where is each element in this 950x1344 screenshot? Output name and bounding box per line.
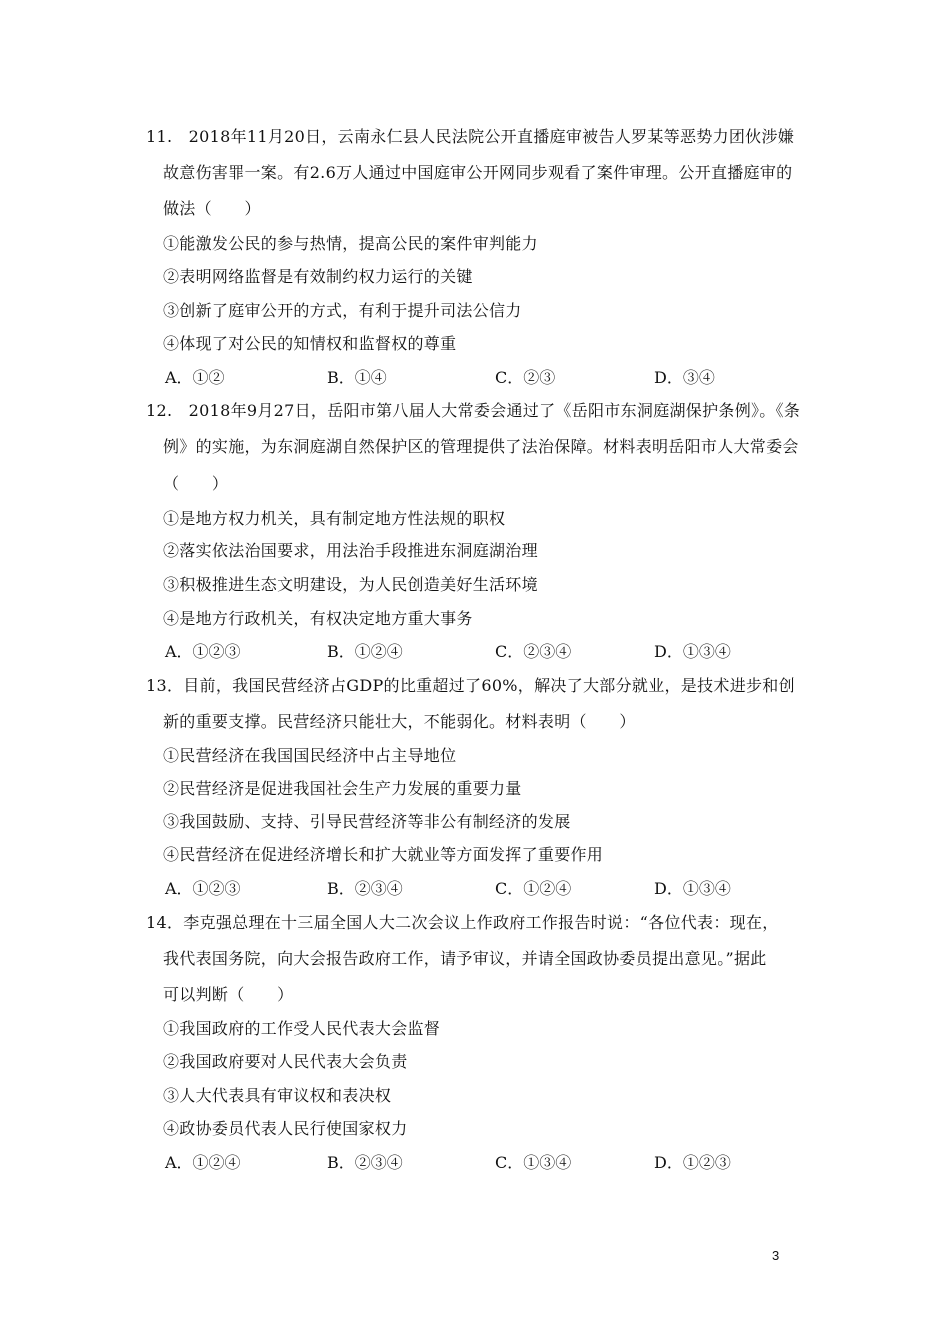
- page-number: 3: [772, 1248, 780, 1263]
- option-b: B．②③④: [327, 879, 403, 898]
- statement: ②民营经济是促进我国社会生产力发展的重要力量: [163, 779, 522, 798]
- question-text-line: 故意伤害罪一案。有2.6万人通过中国庭审公开网同步观看了案件审理。公开直播庭审的: [163, 163, 793, 182]
- option-c: C．②③: [495, 368, 556, 387]
- statement: ②我国政府要对人民代表大会负责: [163, 1052, 408, 1071]
- question-text-line: 新的重要支撑。民营经济只能壮大，不能弱化。材料表明（ ）: [163, 712, 636, 731]
- statement: ③创新了庭审公开的方式，有利于提升司法公信力: [163, 301, 522, 320]
- statement: ④民营经济在促进经济增长和扩大就业等方面发挥了重要作用: [163, 845, 604, 864]
- question-text-line: （ ）: [163, 474, 229, 493]
- question-text-line: 例》的实施，为东洞庭湖自然保护区的管理提供了法治保障。材料表明岳阳市人大常委会: [163, 437, 799, 456]
- statement: ②落实依法治国要求，用法治手段推进东洞庭湖治理: [163, 541, 538, 560]
- option-a: A．①②③: [165, 642, 241, 661]
- question-text-line: 可以判断（ ）: [163, 985, 294, 1004]
- statement: ②表明网络监督是有效制约权力运行的关键: [163, 267, 473, 286]
- option-c: C．①②④: [495, 879, 572, 898]
- statement: ①我国政府的工作受人民代表大会监督: [163, 1019, 441, 1038]
- option-a: A．①②③: [165, 879, 241, 898]
- question-text-line: 我代表国务院，向大会报告政府工作，请予审议，并请全国政协委员提出意见。”据此: [163, 949, 767, 968]
- option-a: A．①②④: [165, 1153, 241, 1172]
- option-b: B．①②④: [327, 642, 403, 661]
- question-text-line: 13．目前，我国民营经济占GDP的比重超过了60%，解决了大部分就业，是技术进步和创: [146, 676, 795, 695]
- statement: ③我国鼓励、支持、引导民营经济等非公有制经济的发展: [163, 812, 571, 831]
- question-text-line: 做法（ ）: [163, 199, 261, 218]
- option-c: C．②③④: [495, 642, 572, 661]
- option-a: A．①②: [165, 368, 225, 387]
- option-b: B．①④: [327, 368, 387, 387]
- statement: ④政协委员代表人民行使国家权力: [163, 1119, 408, 1138]
- option-d: D．①③④: [654, 642, 731, 661]
- option-d: D．③④: [654, 368, 715, 387]
- option-b: B．②③④: [327, 1153, 403, 1172]
- statement: ④是地方行政机关，有权决定地方重大事务: [163, 609, 473, 628]
- statement: ①能激发公民的参与热情，提高公民的案件审判能力: [163, 234, 538, 253]
- statement: ①民营经济在我国国民经济中占主导地位: [163, 746, 457, 765]
- option-d: D．①②③: [654, 1153, 731, 1172]
- statement: ④体现了对公民的知情权和监督权的尊重: [163, 334, 457, 353]
- question-text-line: 11. 2018年11月20日，云南永仁县人民法院公开直播庭审被告人罗某等恶势力团伙涉嫌: [146, 127, 795, 146]
- statement: ③积极推进生态文明建设，为人民创造美好生活环境: [163, 575, 538, 594]
- question-text-line: 14．李克强总理在十三届全国人大二次会议上作政府工作报告时说：“各位代表：现在，: [146, 913, 779, 932]
- statement: ①是地方权力机关，具有制定地方性法规的职权: [163, 509, 506, 528]
- option-d: D．①③④: [654, 879, 731, 898]
- statement: ③人大代表具有审议权和表决权: [163, 1086, 392, 1105]
- option-c: C．①③④: [495, 1153, 572, 1172]
- question-text-line: 12. 2018年9月27日，岳阳市第八届人大常委会通过了《岳阳市东洞庭湖保护条例》。《条: [146, 401, 801, 420]
